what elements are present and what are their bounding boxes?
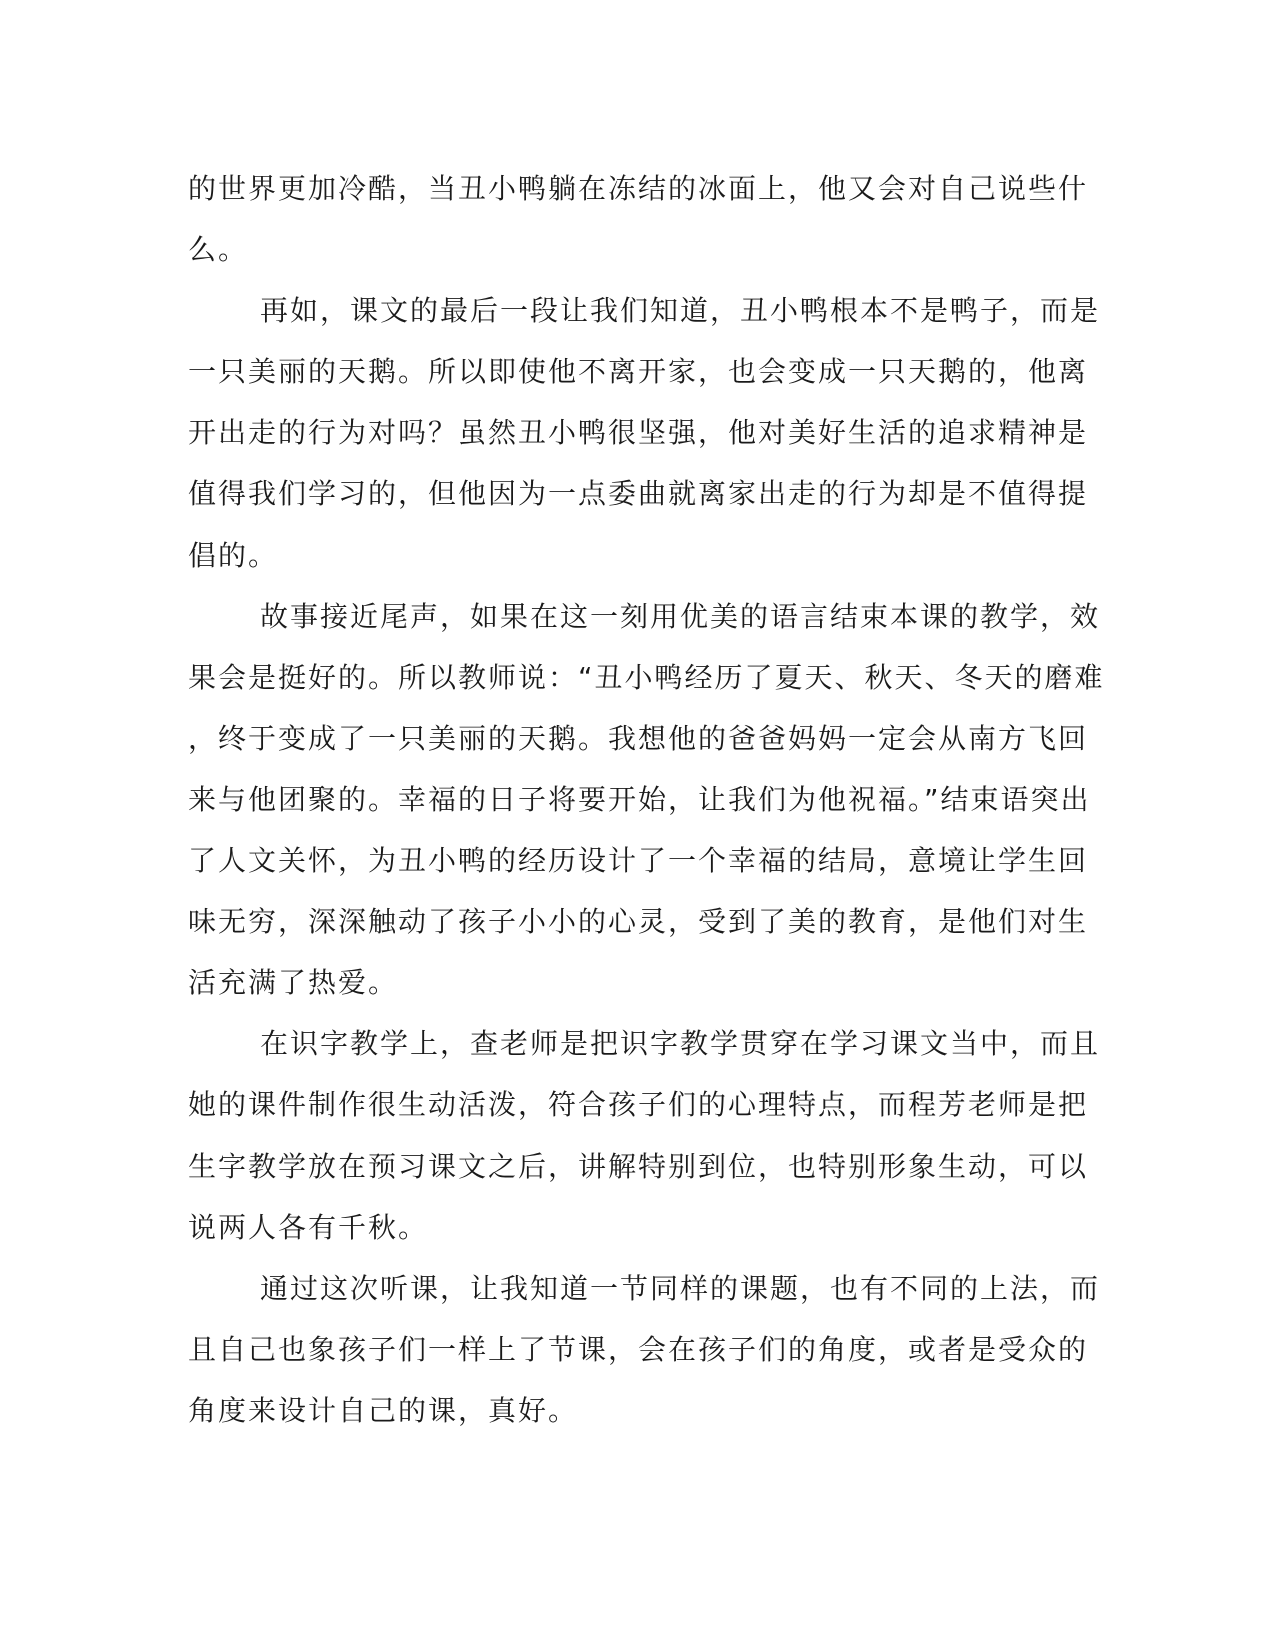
text-line: 生字教学放在预习课文之后，讲解特别到位，也特别形象生动，可以 <box>188 1149 1089 1183</box>
text-line: 且自己也象孩子们一样上了节课，会在孩子们的角度，或者是受众的 <box>188 1332 1089 1366</box>
text-line: 再如，课文的最后一段让我们知道，丑小鸭根本不是鸭子，而是 <box>260 294 1101 328</box>
text-line: 故事接近尾声，如果在这一刻用优美的语言结束本课的教学，效 <box>260 599 1101 633</box>
text-line: 说两人各有千秋。 <box>188 1210 429 1244</box>
text-line: ，终于变成了一只美丽的天鹅。我想他的爸爸妈妈一定会从南方飞回 <box>188 721 1089 755</box>
text-line: 活充满了热爱。 <box>188 966 399 1000</box>
text-line: 她的课件制作很生动活泼，符合孩子们的心理特点，而程芳老师是把 <box>188 1088 1089 1122</box>
text-line: 味无穷，深深触动了孩子小小的心灵，受到了美的教育，是他们对生 <box>188 905 1089 939</box>
text-line: 角度来设计自己的课，真好。 <box>188 1393 579 1427</box>
text-line: 在识字教学上，查老师是把识字教学贯穿在学习课文当中，而且 <box>260 1027 1101 1061</box>
text-line: 了人文关怀，为丑小鸭的经历设计了一个幸福的结局，意境让学生回 <box>188 844 1089 878</box>
text-line: 果会是挺好的。所以教师说：“丑小鸭经历了夏天、秋天、冬天的磨难 <box>188 660 1105 694</box>
text-line: 一只美丽的天鹅。所以即使他不离开家，也会变成一只天鹅的，他离 <box>188 355 1089 389</box>
text-line: 倡的。 <box>188 538 279 572</box>
paragraph-5 <box>188 1258 1101 1441</box>
document-body <box>188 158 1105 1441</box>
text-line: 么。 <box>188 233 249 267</box>
paragraph-1 <box>188 158 1089 280</box>
paragraph-2 <box>188 280 1101 585</box>
text-line: 通过这次听课，让我知道一节同样的课题，也有不同的上法，而 <box>260 1271 1101 1305</box>
text-line: 值得我们学习的，但他因为一点委曲就离家出走的行为却是不值得提 <box>188 477 1089 511</box>
paragraph-3 <box>188 586 1105 1014</box>
paragraph-4 <box>188 1013 1101 1257</box>
text-line: 开出走的行为对吗？虽然丑小鸭很坚强，他对美好生活的追求精神是 <box>188 416 1089 450</box>
text-line: 的世界更加冷酷，当丑小鸭躺在冻结的冰面上，他又会对自己说些什 <box>188 172 1089 205</box>
text-line: 来与他团聚的。幸福的日子将要开始，让我们为他祝福。”结束语突出 <box>188 782 1091 816</box>
